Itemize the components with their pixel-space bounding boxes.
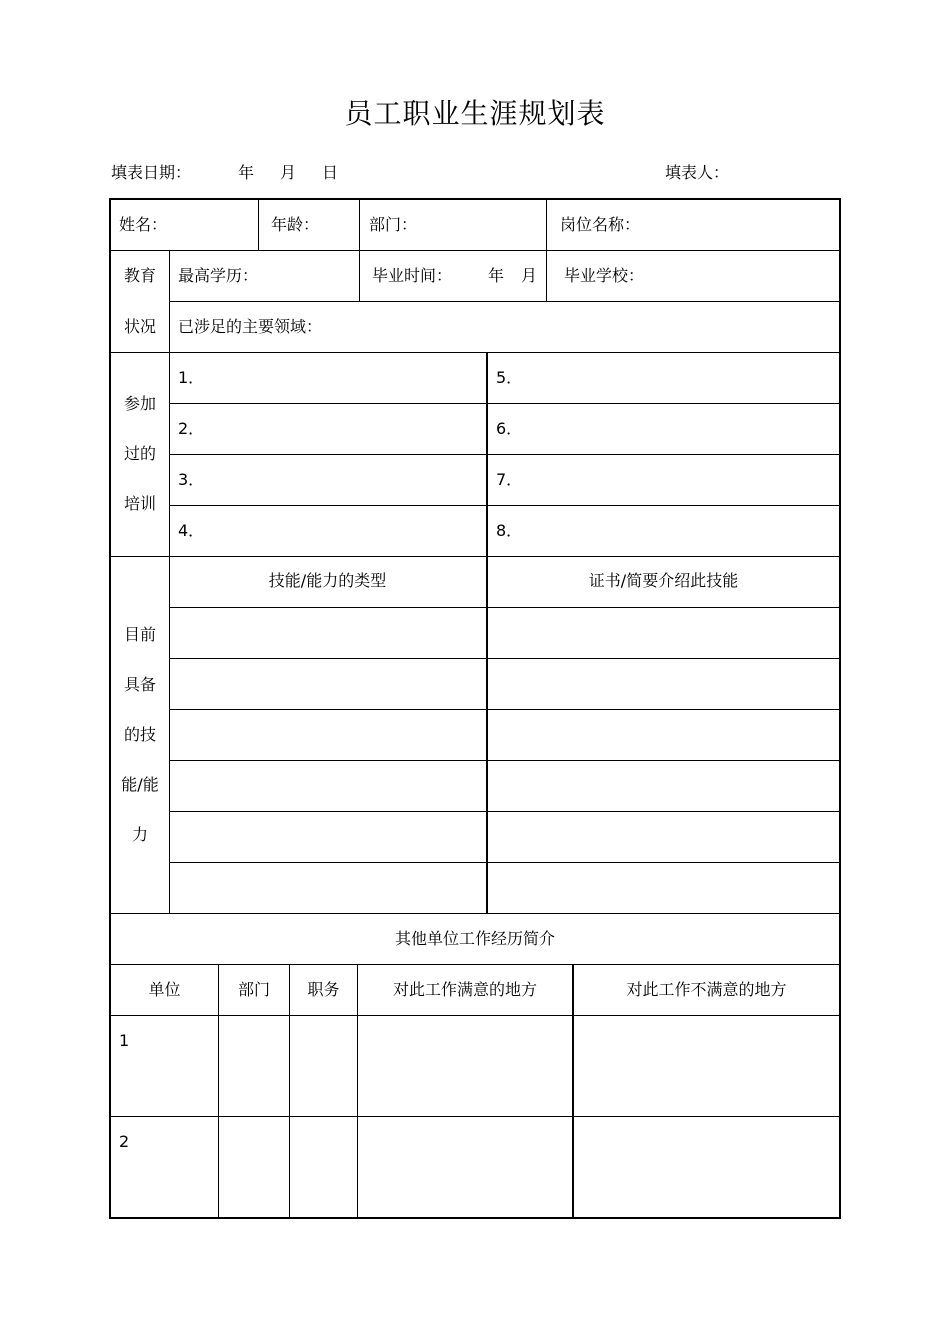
col-divider: [258, 200, 259, 250]
skills-label-line4: 能/能: [121, 775, 159, 794]
fill-date-label: 填表日期：: [111, 163, 192, 182]
training-label-line3: 培训: [123, 494, 156, 513]
training-item: 1．: [178, 368, 205, 387]
row-divider: [169, 403, 839, 404]
skill-type-header: 技能/能力的类型: [268, 571, 387, 590]
training-item: 7．: [496, 470, 523, 489]
position-label: 岗位名称：: [560, 215, 641, 234]
row-divider: [169, 658, 839, 659]
page-title: 员工职业生涯规划表: [344, 97, 606, 130]
row-divider: [169, 607, 839, 608]
fields-label: 已涉足的主要领域：: [178, 317, 323, 336]
training-item: 8．: [496, 521, 523, 540]
age-label: 年龄：: [271, 215, 320, 234]
training-item: 2．: [178, 419, 205, 438]
row-divider: [111, 1116, 839, 1117]
skills-label-line3: 的技: [123, 725, 156, 744]
col-divider: [218, 964, 219, 1217]
row-divider: [111, 913, 839, 914]
dept-label: 部门：: [369, 215, 418, 234]
history-header-title: 职务: [307, 980, 340, 999]
fill-date-month: 月: [280, 163, 297, 182]
row-divider: [169, 709, 839, 710]
row-divider: [169, 505, 839, 506]
school-label: 毕业学校：: [564, 266, 645, 285]
fill-date-year: 年: [238, 163, 255, 182]
career-plan-form: [109, 198, 841, 1219]
training-item: 3．: [178, 470, 205, 489]
col-divider: [357, 964, 358, 1217]
row-divider: [169, 454, 839, 455]
skill-cert-header: 证书/简要介绍此技能: [588, 571, 739, 590]
training-label-line1: 参加: [123, 394, 156, 413]
history-title: 其他单位工作经历简介: [394, 929, 555, 948]
fill-date-day: 日: [322, 163, 339, 182]
col-divider: [359, 200, 360, 301]
history-header-unsatisfied: 对此工作不满意的地方: [626, 980, 787, 999]
grad-time-label: 毕业时间：: [372, 266, 453, 285]
col-divider: [289, 964, 290, 1217]
history-row-number: 2: [119, 1132, 130, 1151]
training-item: 6．: [496, 419, 523, 438]
row-divider: [111, 1015, 839, 1016]
row-divider: [169, 811, 839, 812]
row-divider: [111, 250, 839, 251]
education-label-line1: 教育: [123, 266, 156, 285]
history-row-number: 1: [119, 1031, 130, 1050]
skills-label-line2: 具备: [123, 675, 156, 694]
history-header-dept: 部门: [237, 980, 270, 999]
highest-degree-label: 最高学历：: [178, 266, 259, 285]
skills-label-line5: 力: [131, 825, 148, 844]
grad-month-label: 月: [521, 266, 538, 285]
col-divider: [546, 200, 547, 301]
row-divider: [111, 964, 839, 965]
name-label: 姓名：: [119, 215, 168, 234]
col-divider: [572, 964, 574, 1217]
row-divider: [111, 556, 839, 557]
history-header-satisfied: 对此工作满意的地方: [392, 980, 537, 999]
row-divider: [111, 352, 839, 353]
history-header-unit: 单位: [148, 980, 181, 999]
filler-label: 填表人：: [665, 163, 730, 182]
training-label-line2: 过的: [123, 444, 156, 463]
training-item: 5．: [496, 368, 523, 387]
skills-label-line1: 目前: [123, 625, 156, 644]
grad-year-label: 年: [488, 266, 505, 285]
training-item: 4．: [178, 521, 205, 540]
row-divider: [169, 301, 839, 302]
row-divider: [169, 760, 839, 761]
col-divider: [486, 352, 488, 913]
education-label-line2: 状况: [123, 317, 156, 336]
row-divider: [169, 862, 839, 863]
